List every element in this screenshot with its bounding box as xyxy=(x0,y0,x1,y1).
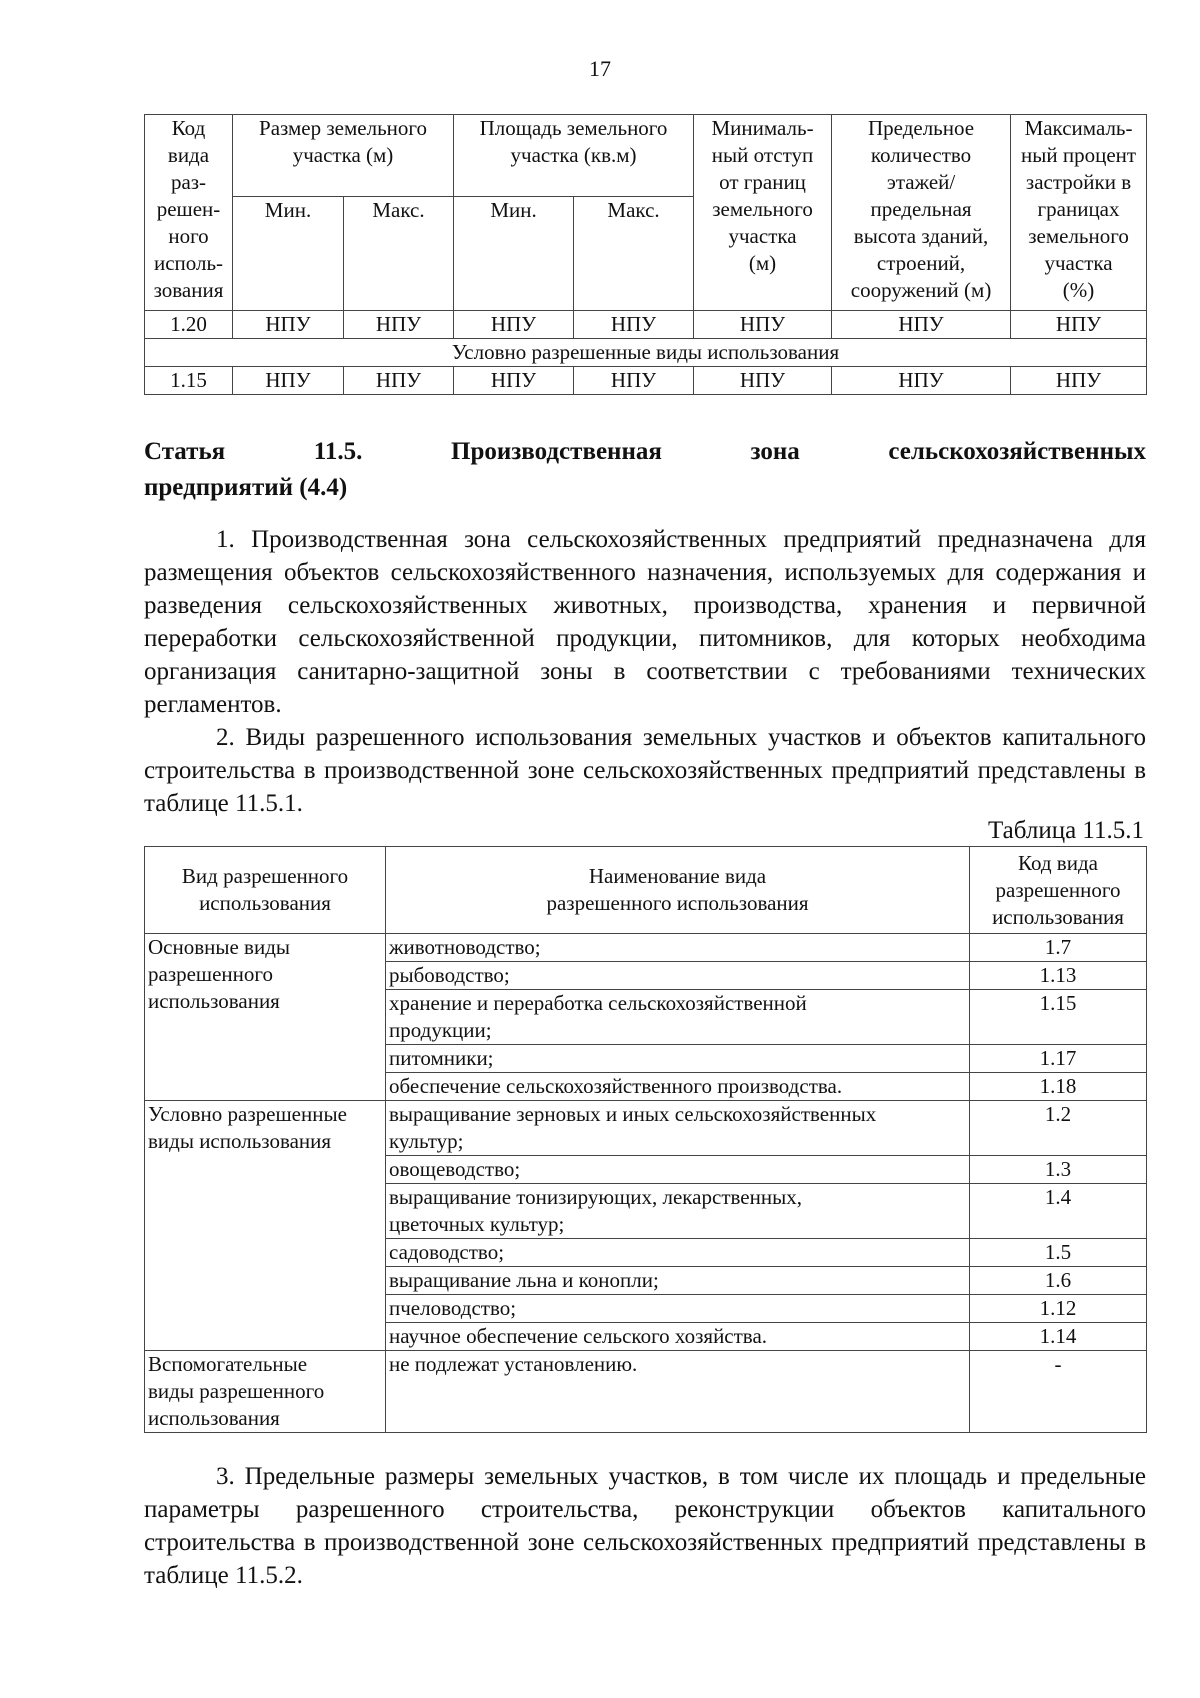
header-use-code: Код вида разрешенного использования xyxy=(970,847,1147,934)
paragraph-1: 1. Производственная зона сельскохозяйственных предприятий предназначена для размещения объектов сельскохозяйственного назначения, используемых для содержания и разведения сельскохозяйственных животных, производства, хранения и первичной переработки сельскохозяйственной продукции, питомников, для которых необходима организация санитарно-защитной зоны в соответствии с требованиями технических регламентов. xyxy=(144,526,1146,718)
paragraph-2: 2. Виды разрешенного использования земельных участков и объектов капитального строительства в производственной зоне сельскохозяйственных предприятий представлены в таблице 11.5.1. xyxy=(144,724,1146,817)
header-use-type: Вид разрешенного использования xyxy=(145,847,386,934)
header-coverage: Максималь- ный процент застройки в границах земельного участка (%) xyxy=(1011,115,1147,311)
use-name: животноводство; xyxy=(386,934,970,962)
use-code: 1.5 xyxy=(970,1239,1147,1267)
use-name: не подлежат установлению. xyxy=(386,1351,970,1433)
permitted-use-table xyxy=(144,846,1147,1433)
use-name: овощеводство; xyxy=(386,1156,970,1184)
use-code: 1.12 xyxy=(970,1295,1147,1323)
use-name: выращивание тонизирующих, лекарственных, цветочных культур; xyxy=(386,1184,970,1239)
use-code: 1.3 xyxy=(970,1156,1147,1184)
use-code: 1.17 xyxy=(970,1045,1147,1073)
use-name: научное обеспечение сельского хозяйства. xyxy=(386,1323,970,1351)
table-row xyxy=(145,367,1147,395)
header-area-min: Мин. xyxy=(454,197,574,311)
table-cell: НПУ xyxy=(832,311,1011,339)
use-code: 1.4 xyxy=(970,1184,1147,1239)
header-plot-area: Площадь земельного участка (кв.м) xyxy=(454,115,694,197)
table-cell: НПУ xyxy=(694,311,832,339)
use-code: 1.2 xyxy=(970,1101,1147,1156)
table-row xyxy=(145,1101,1147,1156)
table-cell: НПУ xyxy=(344,311,454,339)
use-name: выращивание зерновых и иных сельскохозяйственных культур; xyxy=(386,1101,970,1156)
table-cell: 1.20 xyxy=(145,311,233,339)
article-heading xyxy=(144,434,1146,506)
table-cell: НПУ xyxy=(574,367,694,395)
use-code: 1.14 xyxy=(970,1323,1147,1351)
header-plot-size: Размер земельного участка (м) xyxy=(233,115,454,197)
article-heading-line1: Статья 11.5. Производственная зона сельскохозяйственных xyxy=(144,438,1146,465)
use-type-label: Условно разрешенные виды использования xyxy=(145,1101,386,1351)
use-name: обеспечение сельскохозяйственного производства. xyxy=(386,1073,970,1101)
use-code: 1.18 xyxy=(970,1073,1147,1101)
page-number: 17 xyxy=(589,56,611,81)
use-name: питомники; xyxy=(386,1045,970,1073)
header-size-min: Мин. xyxy=(233,197,344,311)
table-cell: НПУ xyxy=(832,367,1011,395)
article-heading-line2: предприятий (4.4) xyxy=(144,474,348,501)
table-cell: НПУ xyxy=(344,367,454,395)
use-name: рыбоводство; xyxy=(386,962,970,990)
section-row xyxy=(145,339,1147,367)
table-row xyxy=(145,1351,1147,1433)
section-label: Условно разрешенные виды использования xyxy=(145,339,1147,367)
table-cell: НПУ xyxy=(574,311,694,339)
use-code: 1.7 xyxy=(970,934,1147,962)
permitted-use-table-body xyxy=(145,934,1147,1433)
use-code: 1.6 xyxy=(970,1267,1147,1295)
table-cell: НПУ xyxy=(233,311,344,339)
table-cell: НПУ xyxy=(1011,311,1147,339)
use-name: хранение и переработка сельскохозяйственной продукции; xyxy=(386,990,970,1045)
table-caption: Таблица 11.5.1 xyxy=(988,817,1144,844)
table-cell: НПУ xyxy=(1011,367,1147,395)
header-floors: Предельное количество этажей/ предельная высота зданий, строений, сооружений (м) xyxy=(832,115,1011,311)
header-code: Код вида раз- решен- ного исполь- зования xyxy=(145,115,233,311)
header-setback: Минималь- ный отступ от границ земельного участка (м) xyxy=(694,115,832,311)
table-row xyxy=(145,934,1147,962)
land-parameters-table xyxy=(144,114,1147,395)
use-name: пчеловодство; xyxy=(386,1295,970,1323)
table-cell: 1.15 xyxy=(145,367,233,395)
use-type-label: Вспомогательные виды разрешенного использования xyxy=(145,1351,386,1433)
use-code: 1.15 xyxy=(970,990,1147,1045)
use-code: 1.13 xyxy=(970,962,1147,990)
table-cell: НПУ xyxy=(694,367,832,395)
use-name: выращивание льна и конопли; xyxy=(386,1267,970,1295)
header-size-max: Макс. xyxy=(344,197,454,311)
table-cell: НПУ xyxy=(233,367,344,395)
table-cell: НПУ xyxy=(454,311,574,339)
table-cell: НПУ xyxy=(454,367,574,395)
use-code: - xyxy=(970,1351,1147,1433)
use-type-label: Основные виды разрешенного использования xyxy=(145,934,386,1101)
header-area-max: Макс. xyxy=(574,197,694,311)
header-use-name: Наименование вида разрешенного использования xyxy=(386,847,970,934)
table-row xyxy=(145,311,1147,339)
paragraph-3: 3. Предельные размеры земельных участков, в том числе их площадь и предельные параметры разрешенного строительства, реконструкции объектов капитального строительства в производственной зоне сельскохозяйственных предприятий представлены в таблице 11.5.2. xyxy=(144,1463,1146,1589)
use-name: садоводство; xyxy=(386,1239,970,1267)
